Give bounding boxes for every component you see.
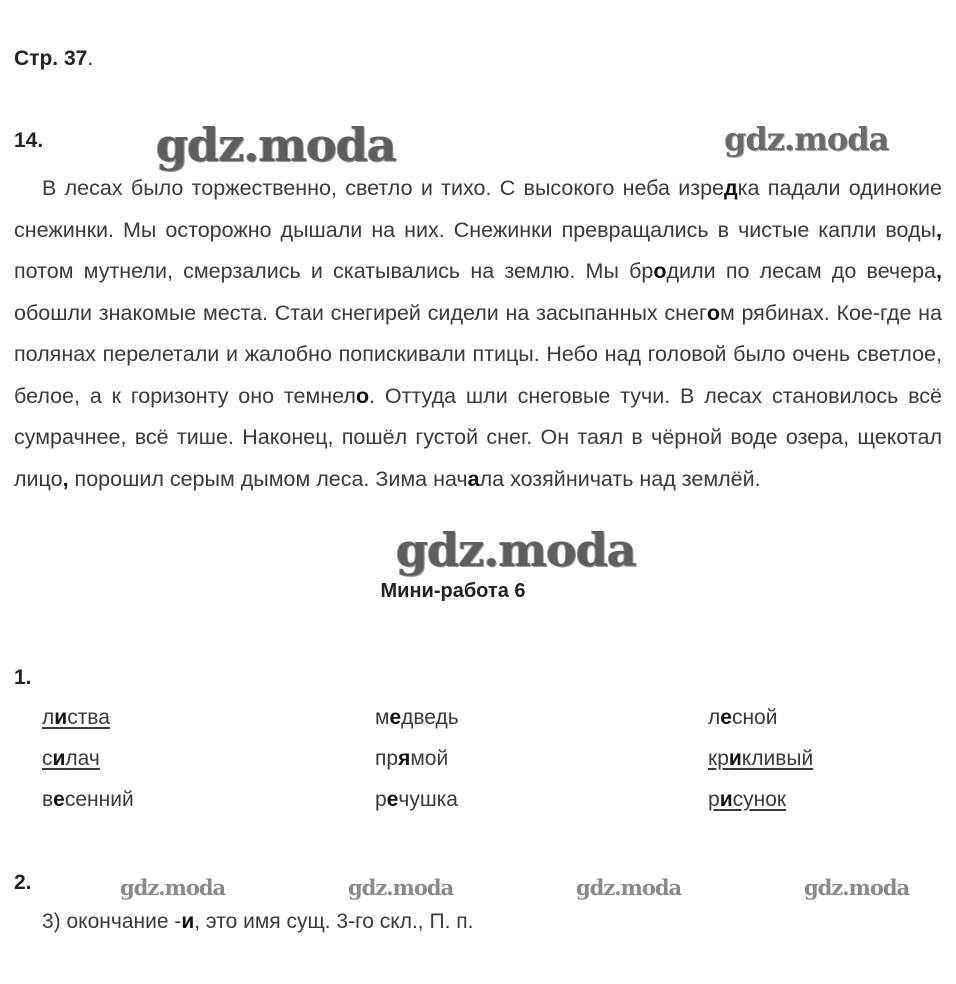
watermark-logo: gdz.moda — [348, 875, 454, 900]
word-listva: листва — [42, 706, 110, 729]
word-kriklivy: крикливый — [708, 747, 814, 770]
task-2-number: 2. — [14, 871, 32, 894]
word-medved: медведь — [375, 706, 459, 729]
task-14-text: В лесах было торжественно, светло и тихо. С высокого неба изредка падали одинокие снежинки. Мы осторожно дышали на них. Снежинки превращались в чистые капли воды, потом мутнели, смерзались и скатывались на землю. Мы бродили по лесам до вечера, обошли знакомые места. Стаи снегирей сидели на засыпанных снегом рябинах. Кое-где на полянах перелетали и жалобно попискивали птицы. Небо над головой было очень светлое, белое, а к горизонту оно темнело. Оттуда шли снеговые тучи. В лесах становилось всё сумрачнее, всё тише. Наконец, пошёл густой снег. Он таял в чёрной воде озера, щекотал лицо, порошил серым дымом леса. Зима начала хозяйничать над землёй. — [14, 176, 942, 491]
word-rechushka: речушка — [375, 788, 458, 811]
task-14-number: 14. — [14, 129, 44, 152]
page-reference-label: Стр. 37 — [14, 47, 88, 70]
watermark-logo: gdz.moda — [396, 523, 636, 577]
watermark-logo: gdz.moda — [576, 875, 682, 900]
watermark-logo: gdz.moda — [724, 120, 889, 158]
watermark-logo: gdz.moda — [804, 875, 910, 900]
watermark-logo: gdz.moda — [156, 118, 396, 172]
word-risunok: рисунок — [708, 788, 787, 811]
word-vesenniy: весенний — [42, 788, 134, 811]
watermark-logo: gdz.moda — [120, 875, 226, 900]
word-silach: силач — [42, 747, 100, 770]
word-lesnoy: лесной — [708, 706, 778, 729]
page-reference-dot: . — [87, 47, 94, 70]
task-1-number: 1. — [14, 666, 32, 689]
mini-work-title: Мини-работа 6 — [380, 580, 526, 602]
page-reference — [14, 47, 93, 71]
task-2-answer: 3) окончание -и, это имя сущ. 3-го скл., П. п. — [42, 910, 474, 933]
word-pryamoy: прямой — [375, 747, 449, 770]
